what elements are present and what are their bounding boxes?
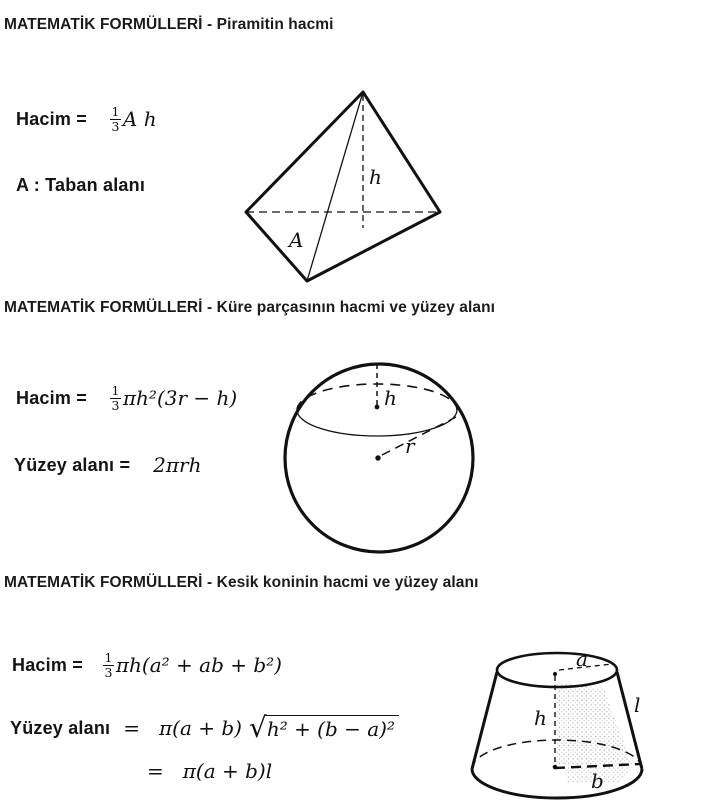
surface-prefix: π(a + b) [159,716,242,740]
radical-sign: √ [248,711,267,744]
frustum-diagram [455,632,677,810]
surface-expression [159,711,399,744]
pyramid-volume-formula [16,103,157,135]
height-label: h [369,165,382,189]
base-area-label: A [289,228,304,252]
volume-body: A h [122,107,157,131]
bottom-radius-label: b [591,769,604,793]
cap-circle-front [297,410,457,436]
fraction-one-third: $\frac{1}{3}$ [111,382,120,413]
height-label: h [534,706,547,730]
frustum-surface-formula-line2 [147,757,272,785]
section-title-pyramid: MATEMATİK FORMÜLLERİ - Piramitin hacmi [4,16,334,33]
sphere-center-dot [375,455,380,460]
surface-expression: 2πrh [153,453,202,477]
frustum-volume-formula [12,649,282,681]
radicand: h² + (b − a)² [265,715,399,741]
section-title-frustum: MATEMATİK FORMÜLLERİ - Kesik koninin hacmi ve yüzey alanı [4,574,479,591]
equals-sign: = [123,716,141,740]
square-root [248,711,399,744]
shaded-region [556,682,631,765]
sphere-segment-diagram [275,356,487,561]
volume-body: πh²(3r − h) [122,386,238,410]
section-title-sphere: MATEMATİK FORMÜLLERİ - Küre parçasının hacmi ve yüzey alanı [4,299,496,316]
volume-body: πh(a² + ab + b²) [115,653,282,677]
slant-label: l [634,693,641,717]
volume-label: Hacim = [12,654,83,675]
surface-label: Yüzey alanı [10,717,111,738]
top-radius-label: a [576,647,588,671]
sphere-surface-formula [14,450,201,480]
surface-label: Yüzey alanı = [14,454,131,475]
radius-label: r [405,434,415,458]
volume-label: Hacim = [16,387,87,408]
volume-expression [103,651,282,680]
top-ellipse [497,653,617,687]
cap-height-label: h [384,386,397,410]
top-center-dot [553,672,557,676]
cap-plane-center-dot [375,405,380,410]
pyramid-outline [246,92,440,281]
volume-expression [110,384,237,413]
fraction-one-third: $\frac{1}{3}$ [104,649,113,680]
volume-expression [110,105,157,134]
equals-sign: = [147,759,164,783]
frustum-surface-formula-line1 [10,711,399,745]
base-area-note: A : Taban alanı [16,175,146,195]
pyramid-diagram [230,80,460,295]
surface-expression-short: π(a + b)l [182,759,273,783]
sphere-volume-formula [16,382,237,414]
volume-label: Hacim = [16,108,87,129]
fraction-one-third: $\frac{1}{3}$ [111,103,120,134]
